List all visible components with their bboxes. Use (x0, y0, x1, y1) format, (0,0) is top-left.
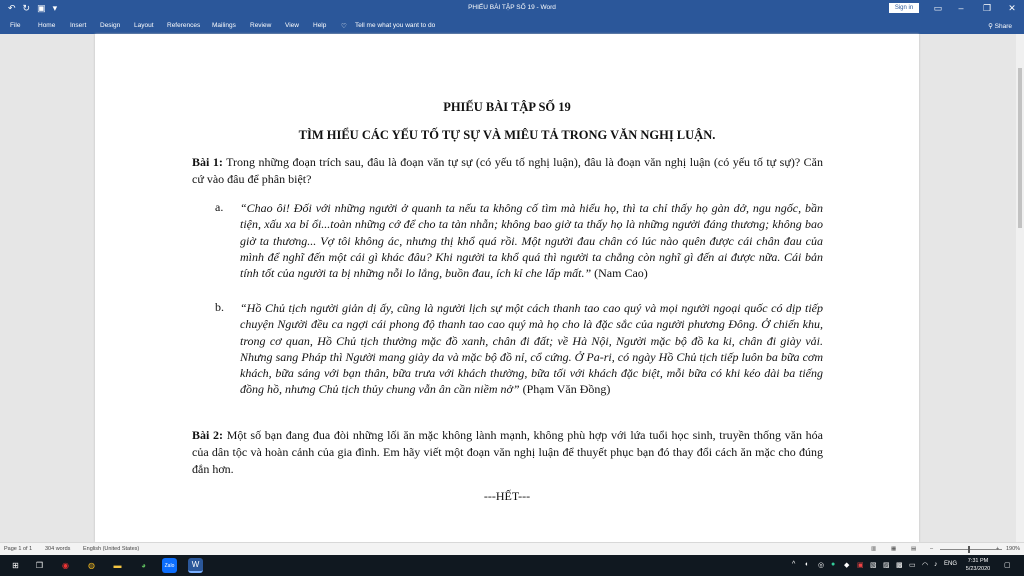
tray-chevron-icon[interactable]: ^ (792, 561, 796, 568)
zoom-in-icon[interactable]: + (996, 546, 1000, 552)
exercise-1-text: Trong những đoạn trích sau, đâu là đoạn văn tự sự (có yếu tố nghị luận), đâu là đoạn văn nghị luận (có yếu tố tự sự)? Căn cứ vào đâu để phân biệt? (192, 155, 823, 186)
document-workspace[interactable] (0, 34, 1016, 542)
save-icon[interactable]: ▣ (37, 3, 46, 13)
tray-app-icon[interactable]: ▨ (883, 562, 890, 569)
input-language[interactable]: ENG (944, 561, 958, 567)
item-b-source: (Phạm Văn Đồng) (519, 382, 611, 397)
zoom-level[interactable]: 190% (1006, 546, 1021, 552)
sign-in-button[interactable]: Sign in (889, 3, 919, 13)
tab-layout[interactable]: Layout (134, 22, 154, 29)
clock-date: 5/23/2020 (965, 566, 991, 572)
exercise-2 (192, 427, 823, 478)
word-taskbar-icon[interactable]: W (188, 558, 203, 573)
language-status[interactable]: English (United States) (83, 546, 140, 552)
item-b-quote: “Hồ Chủ tịch người giản dị ấy, cũng là người lịch sự một cách thanh tao cao quý và mọi người ngoại quốc có dịp tiếp chuyện Người đều ca ngợi cái phong độ thanh tao cao quý mà họ cho là đặc sắc của người phương Đông. Ở chiến khu, trong cơ quan, Hồ Chủ tịch thường mặc đồ xanh, chân đi đất; về Hà Nội, Người mặc bộ đồ ka ki, chân đi giày vải. Nhưng sang Pháp thì Người mang giày da và mặc bộ đồ nỉ, cổ cứng. Ở Pa-ri, có ngày Hồ Chủ tịch tiếp luôn ba bữa cơm khách, bữa sáng với bạn thân, bữa trưa với khách thường, bữa tối với khách đặc biệt, mỗi bữa có khi kéo dài ba tiếng đồng hồ, nhưng Chủ tịch thủy chung vẫn ân cần niềm nở” (240, 301, 823, 397)
zoom-out-icon[interactable]: – (930, 546, 934, 552)
notification-icon[interactable]: ▢ (1004, 562, 1011, 569)
vertical-scrollbar[interactable] (1016, 34, 1024, 542)
document-page[interactable] (95, 34, 919, 542)
share-label: Share (994, 23, 1012, 30)
document-subtitle: TÌM HIỂU CÁC YẾU TỐ TỰ SỰ VÀ MIÊU TẢ TRONG VĂN NGHỊ LUẬN. (298, 128, 716, 142)
tray-app-icon[interactable]: ◐ (805, 561, 810, 568)
ribbon-tabs (0, 17, 1024, 34)
tab-design[interactable]: Design (100, 22, 121, 29)
redo-icon[interactable]: ↻ (22, 3, 31, 13)
ribbon-display-options-icon[interactable]: ▭ (933, 3, 943, 13)
print-layout-icon[interactable]: ▦ (891, 546, 897, 552)
tray-antivirus-icon[interactable]: ▣ (857, 562, 864, 569)
undo-icon[interactable]: ↶ (8, 3, 16, 13)
zalo-icon[interactable]: Zalo (162, 558, 177, 573)
document-title: PHIẾU BÀI TẬP SỐ 19 (443, 100, 571, 114)
tab-file[interactable]: File (10, 22, 21, 29)
scrollbar-thumb[interactable] (1018, 68, 1022, 228)
zoom-slider-handle[interactable] (968, 546, 970, 553)
web-layout-icon[interactable]: ▤ (911, 546, 917, 552)
tab-home[interactable]: Home (38, 22, 56, 29)
title-bar (0, 0, 1024, 17)
tab-insert[interactable]: Insert (70, 22, 87, 29)
tray-app-icon[interactable]: ● (831, 561, 836, 568)
task-view-icon[interactable]: ❒ (35, 561, 44, 570)
tray-app-icon[interactable]: ◎ (818, 562, 825, 569)
maximize-icon[interactable]: ❐ (982, 3, 992, 13)
tab-review[interactable]: Review (250, 22, 272, 29)
tab-references[interactable]: References (167, 22, 201, 29)
browser-icon[interactable]: ◕ (141, 561, 146, 570)
exercise-2-text: Một số bạn đang đua đòi những lối ăn mặc không lành mạnh, không phù hợp với lứa tuổi học sinh, truyền thống văn hóa của dân tộc và hoàn cảnh của gia đình. Em hãy viết một đoạn văn nghị luận để thuyết phục bạn đó thay đổi cách ăn mặc cho đúng đắn hơn. (192, 428, 823, 476)
page-count[interactable]: Page 1 of 1 (4, 546, 33, 552)
tab-mailings[interactable]: Mailings (212, 22, 236, 29)
lightbulb-icon: ♡ (341, 23, 347, 30)
exercise-1 (192, 154, 823, 188)
file-explorer-icon[interactable]: ▬ (113, 561, 122, 570)
item-a-source: (Nam Cao) (591, 266, 648, 281)
volume-icon[interactable]: ♪ (934, 561, 938, 568)
minimize-icon[interactable]: – (958, 3, 964, 13)
tray-app-icon[interactable]: ▩ (896, 562, 903, 569)
status-bar (0, 542, 1024, 555)
close-icon[interactable]: ✕ (1008, 3, 1016, 13)
system-clock[interactable] (960, 557, 996, 573)
chrome-icon[interactable]: ◍ (88, 561, 95, 570)
document-end-marker: ---HẾT--- (483, 489, 531, 503)
exercise-1-label: Bài 1: (192, 155, 223, 169)
tab-help[interactable]: Help (313, 22, 327, 29)
read-mode-icon[interactable]: ▥ (871, 546, 877, 552)
item-a-quote: “Chao ôi! Đối với những người ở quanh ta nếu ta không cố tìm mà hiểu họ, thì ta chỉ thấy họ gàn dở, ngu ngốc, bần tiện, xấu xa bỉ ổi...toàn những cớ để cho ta tàn nhẫn; không bao giờ ta thấy họ là những người đáng thương; không bao giờ ta thương... Vợ tôi không ác, nhưng thị khổ quá rồi. Một người đau chân có lúc nào quên được cái chân đau của mình để nghĩ đến một cái gì khác đâu? Khi người ta khổ quá thì người ta chẳng còn nghĩ gì đến ai được nữa. Cái bản tính tốt của người ta bị những nỗi lo lắng, buồn đau, ích kỉ che lấp mất.” (240, 201, 823, 281)
customize-toolbar-icon[interactable]: ▾ (52, 3, 58, 13)
item-b (240, 300, 823, 398)
share-icon: ⚲ (988, 23, 995, 30)
tell-me-search[interactable]: Tell me what you want to do (355, 22, 436, 29)
item-a (240, 200, 823, 281)
zoom-slider[interactable] (940, 549, 1002, 550)
word-count[interactable]: 304 words (45, 546, 71, 552)
item-b-marker: b. (215, 300, 224, 314)
tray-app-icon[interactable]: ◆ (844, 562, 850, 569)
window-title: PHIẾU BÀI TẬP SỐ 19 - Word (468, 4, 556, 11)
item-a-marker: a. (215, 200, 224, 214)
tab-view[interactable]: View (285, 22, 299, 29)
clock-time: 7:31 PM (967, 558, 989, 564)
windows-start-icon[interactable]: ⊞ (12, 561, 19, 570)
opera-icon[interactable]: ◉ (62, 561, 69, 570)
battery-icon[interactable]: ▭ (909, 562, 916, 569)
exercise-2-label: Bài 2: (192, 428, 224, 442)
taskbar (0, 555, 1024, 576)
wifi-icon[interactable]: ◠ (922, 562, 929, 569)
share-button[interactable] (988, 22, 1012, 30)
tray-app-icon[interactable]: ▧ (870, 562, 877, 569)
